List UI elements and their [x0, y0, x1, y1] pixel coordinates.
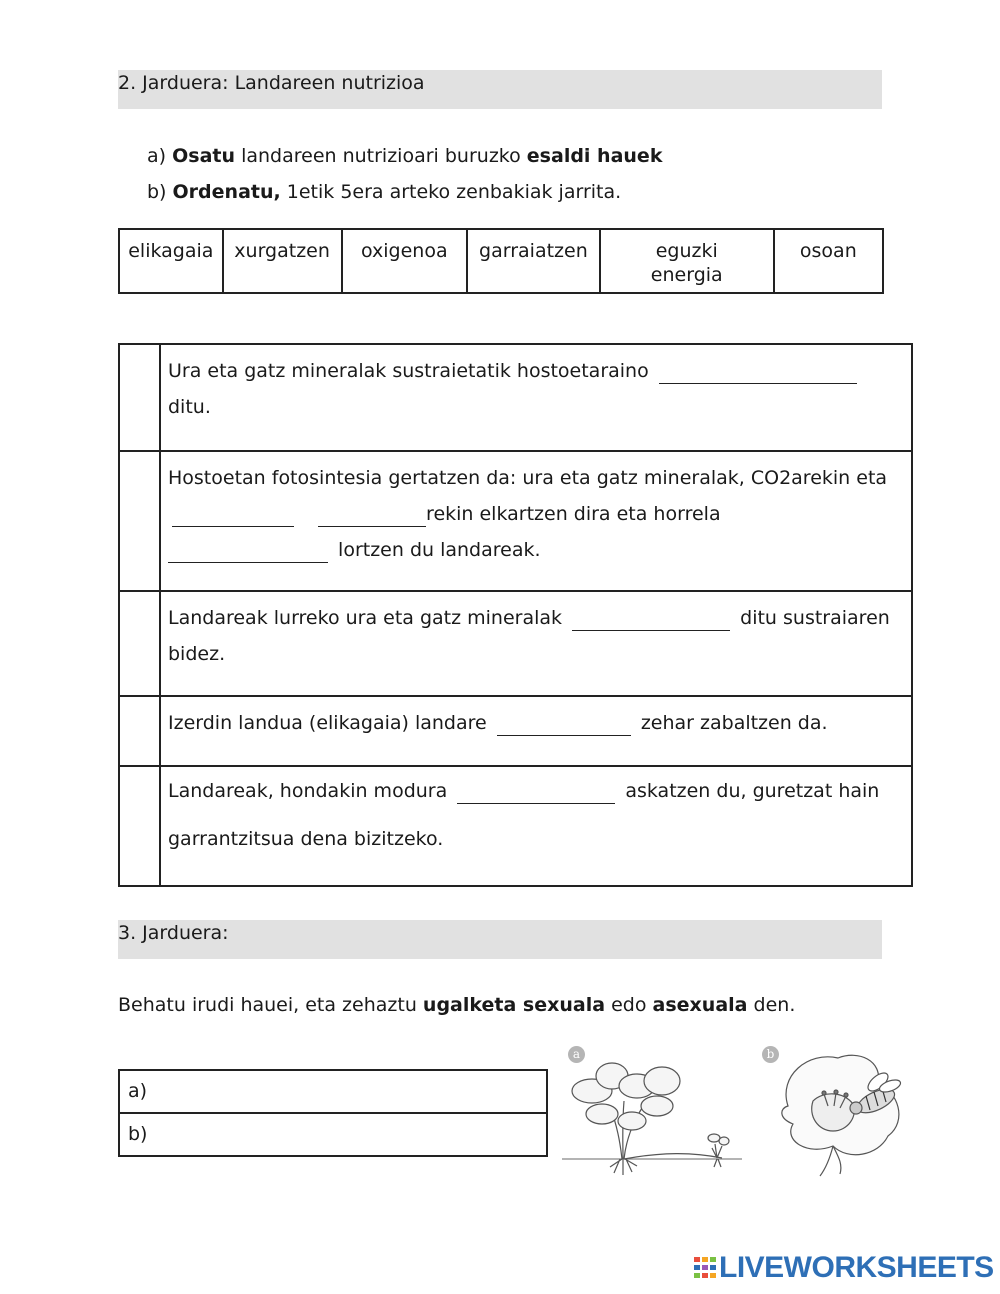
answer-cell-a[interactable]: a): [119, 1070, 547, 1113]
order-number-cell[interactable]: [119, 696, 160, 766]
activity3-title: 3. Jarduera:: [118, 922, 229, 944]
order-number-input[interactable]: [121, 698, 162, 721]
blank-input[interactable]: [457, 783, 615, 804]
strawberry-plant-image: [562, 1046, 742, 1186]
blank-input[interactable]: [659, 363, 857, 384]
instruction-a: a) Osatu landareen nutrizioari buruzko esaldi hauek: [147, 145, 663, 167]
order-number-cell[interactable]: [119, 344, 160, 451]
sentence-cell: Landareak, hondakin modura askatzen du, guretzat hain garrantzitsua dena bizitzeko.: [160, 766, 912, 886]
word-bank-item: garraiatzen: [467, 229, 600, 293]
blank-input[interactable]: [572, 610, 730, 631]
activity3-instruction: Behatu irudi hauei, eta zehaztu ugalketa sexuala edo asexuala den.: [118, 994, 796, 1016]
strawberry-plant-icon: [562, 1046, 742, 1186]
table-row: [119, 696, 912, 766]
order-number-input[interactable]: [121, 768, 162, 791]
instruction-b: b) Ordenatu, 1etik 5era arteko zenbakiak jarrita.: [147, 181, 622, 203]
table-row: [119, 451, 912, 591]
table-row: [119, 344, 912, 451]
answer-cell-b[interactable]: b): [119, 1113, 547, 1156]
bee-on-flower-icon: [758, 1046, 938, 1186]
bee-flower-image: [758, 1046, 938, 1186]
picture-label-a: a: [568, 1046, 585, 1063]
table-row: [119, 591, 912, 696]
blank-input[interactable]: [318, 506, 426, 527]
blank-input[interactable]: [172, 506, 294, 527]
blank-input[interactable]: [168, 542, 328, 563]
answer-input-b[interactable]: [154, 1123, 518, 1146]
answer-table: [118, 1069, 548, 1157]
answer-input-a[interactable]: [153, 1080, 517, 1103]
word-bank-item: osoan: [774, 229, 883, 293]
activity2-header: [118, 70, 882, 109]
liveworksheets-logo: [694, 1251, 994, 1285]
word-bank: [118, 228, 884, 294]
picture-label-b: b: [762, 1046, 779, 1063]
table-row: [119, 1113, 547, 1156]
sentence-cell: Izerdin landua (elikagaia) landare zehar zabaltzen da.: [160, 696, 912, 766]
order-number-input[interactable]: [121, 453, 162, 476]
order-number-cell[interactable]: [119, 766, 160, 886]
activity2-title: 2. Jarduera: Landareen nutrizioa: [118, 72, 425, 94]
liveworksheets-logo-icon: [694, 1256, 716, 1280]
table-row: [119, 766, 912, 886]
blank-input[interactable]: [497, 715, 631, 736]
table-row: [119, 1070, 547, 1113]
order-number-cell[interactable]: [119, 451, 160, 591]
order-number-input[interactable]: [121, 346, 162, 369]
word-bank-item: oxigenoa: [342, 229, 467, 293]
sentence-cell: Hostoetan fotosintesia gertatzen da: ura eta gatz mineralak, CO2arekin eta rekin elkartzen dira eta horrela lortzen du landareak.: [160, 451, 912, 591]
word-bank-item: elikagaia: [119, 229, 223, 293]
sentence-cell: Ura eta gatz mineralak sustraietatik hostoetaraino ditu.: [160, 344, 912, 451]
order-number-input[interactable]: [121, 593, 162, 616]
sentence-table: [118, 343, 913, 887]
order-number-cell[interactable]: [119, 591, 160, 696]
sentence-cell: Landareak lurreko ura eta gatz mineralak ditu sustraiaren bidez.: [160, 591, 912, 696]
word-bank-item: eguzki energia: [600, 229, 774, 293]
activity3-header: [118, 920, 882, 959]
word-bank-item: xurgatzen: [223, 229, 342, 293]
logo-text: LIVEWORKSHEETS: [719, 1251, 994, 1284]
